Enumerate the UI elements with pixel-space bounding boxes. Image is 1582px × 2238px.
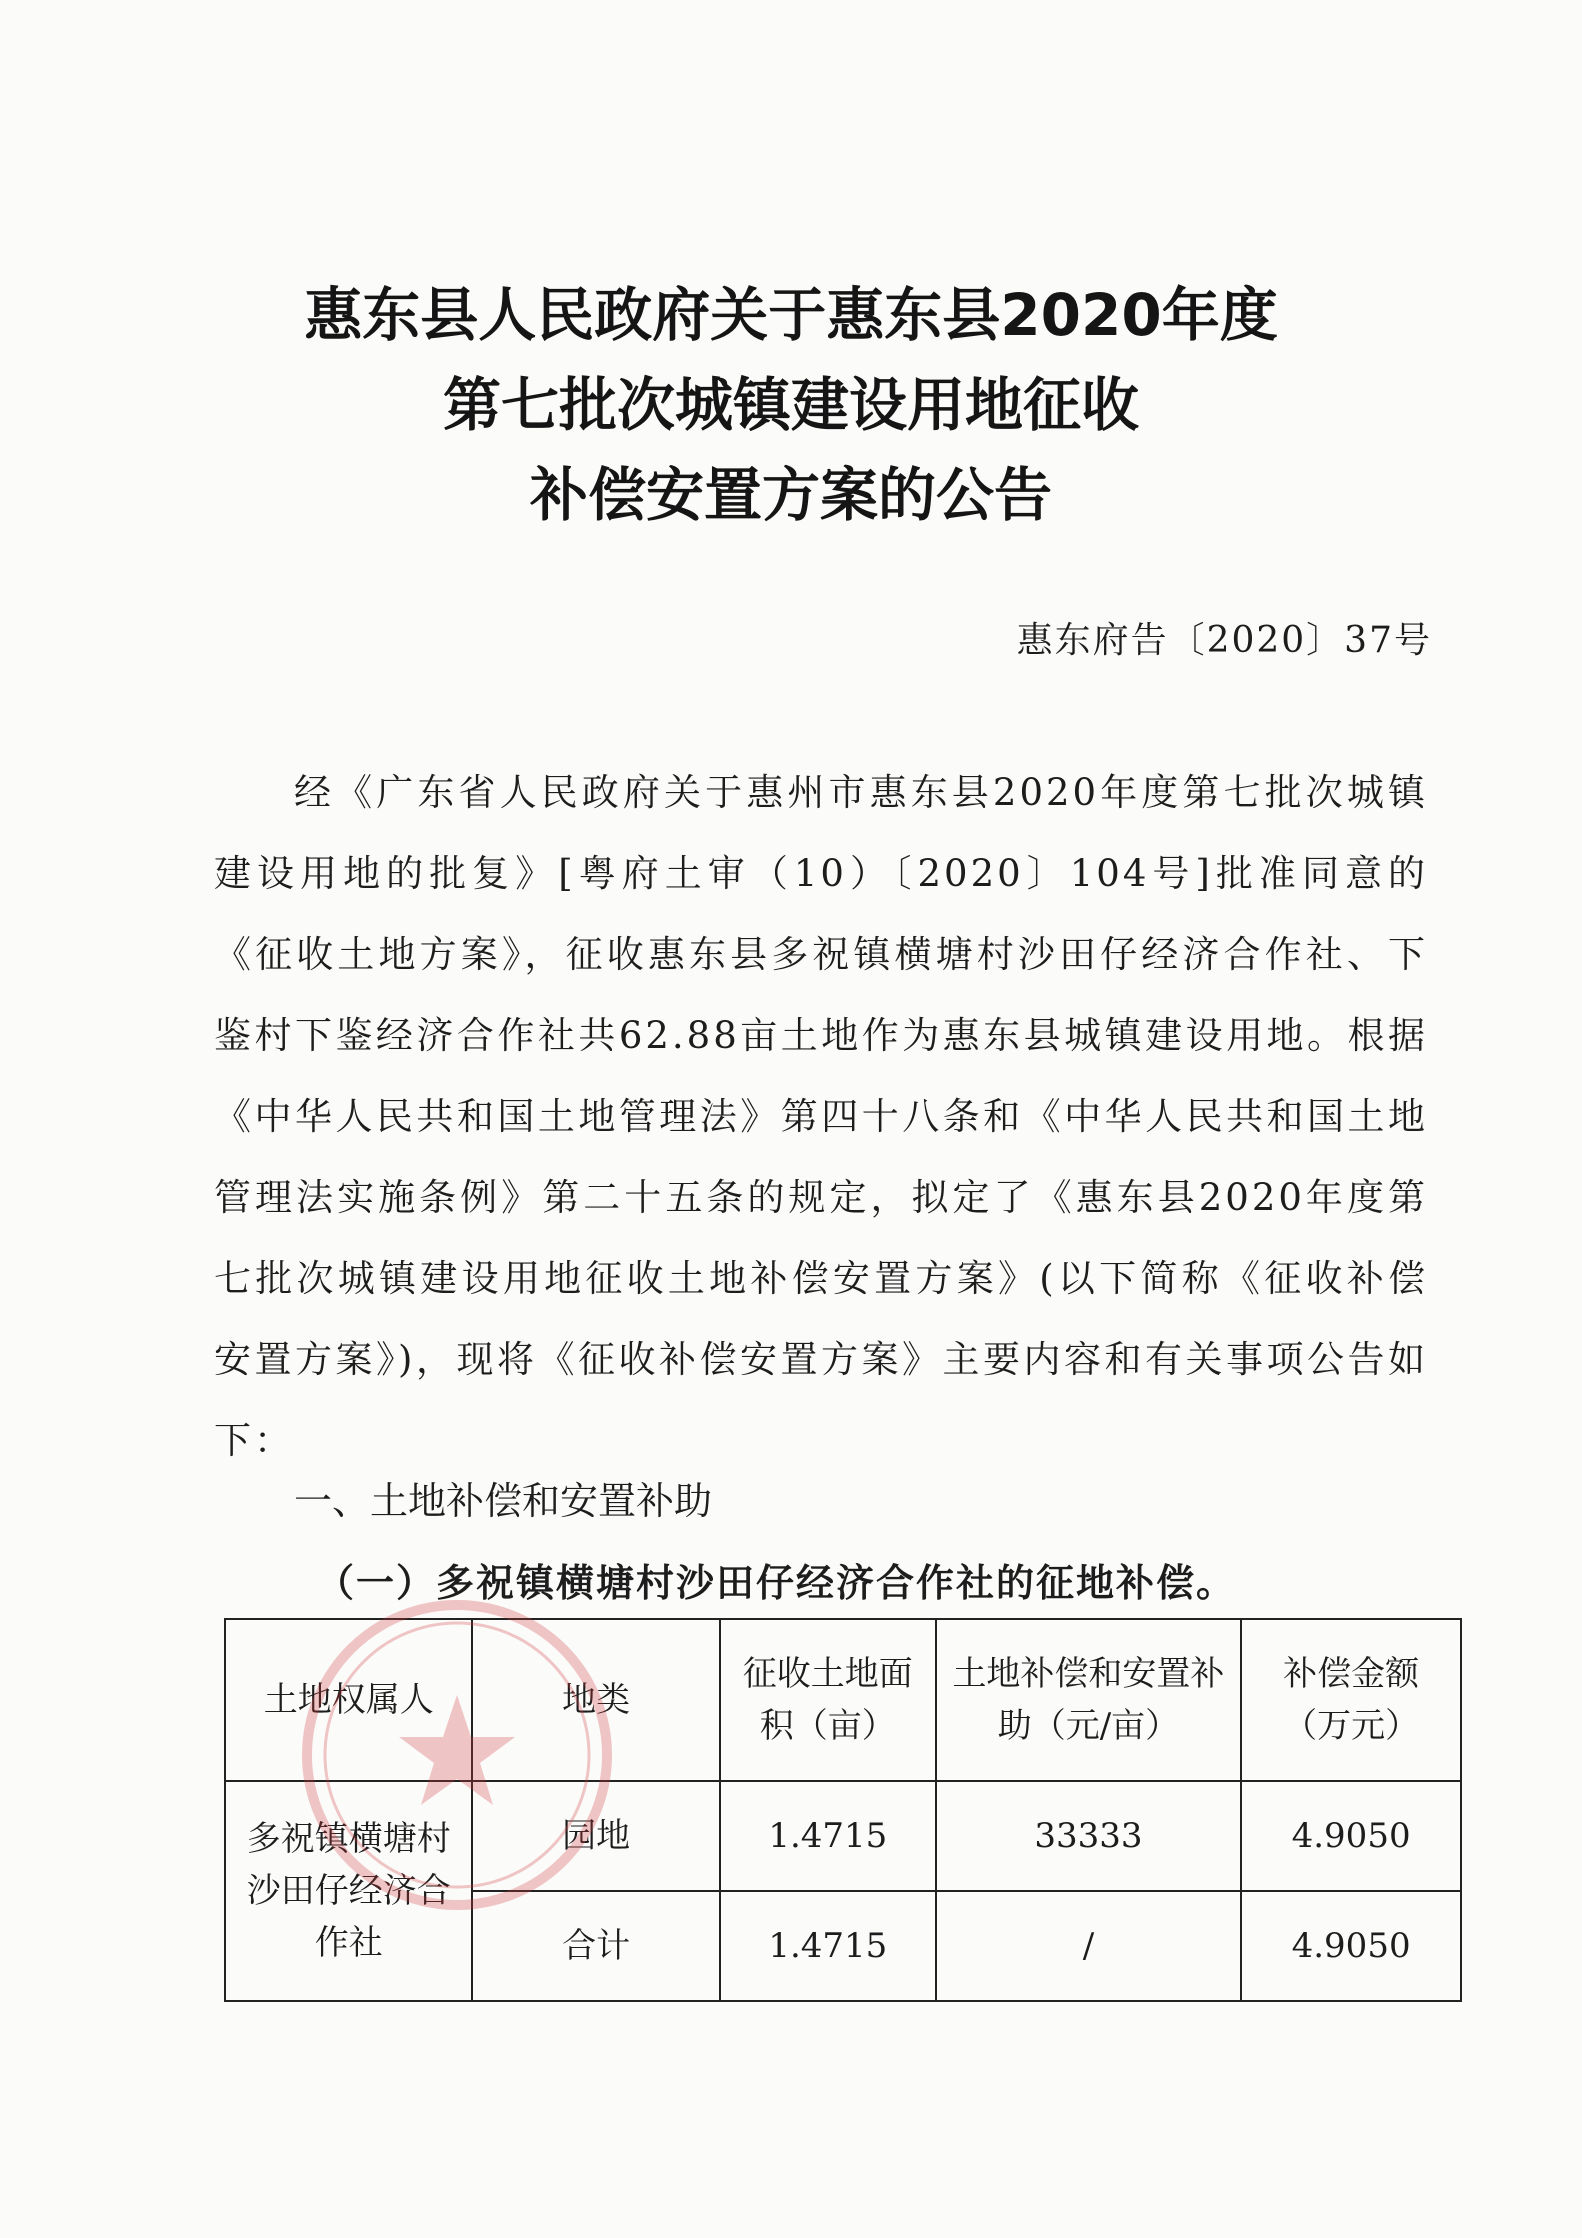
document-number: 惠东府告〔2020〕37号 — [1016, 620, 1432, 661]
rate-cell: / — [936, 1891, 1242, 2001]
title-line-1: 惠东县人民政府关于惠东县2020年度 — [304, 281, 1278, 349]
title-line-2: 第七批次城镇建设用地征收 — [442, 371, 1139, 439]
title-line-3: 补偿安置方案的公告 — [529, 461, 1052, 529]
area-cell: 1.4715 — [720, 1891, 936, 2001]
area-cell: 1.4715 — [720, 1781, 936, 1891]
amount-cell: 4.9050 — [1241, 1891, 1461, 2001]
document-title — [0, 270, 1582, 540]
land-type-cell: 合计 — [472, 1891, 719, 2001]
owner-cell: 多祝镇横塘村沙田仔经济合作社 — [225, 1781, 472, 2001]
header-area: 征收土地面积（亩） — [720, 1619, 936, 1781]
subsection-heading: （一）多祝镇横塘村沙田仔经济合作社的征地补偿。 — [316, 1560, 1237, 1605]
compensation-table — [224, 1618, 1462, 2002]
table-row — [225, 1781, 1461, 1891]
rate-cell: 33333 — [936, 1781, 1242, 1891]
body-paragraph: 经《广东省人民政府关于惠州市惠东县2020年度第七批次城镇建设用地的批复》[粤府土审（10）〔2020〕104号]批准同意的《征收土地方案》，征收惠东县多祝镇横塘村沙田仔经济合作社、下鉴村下鉴经济合作社共62.88亩土地作为惠东县城镇建设用地。根据《中华人民共和国土地管理法》第四十八条和《中华人民共和国土地管理法实施条例》第二十五条的规定，拟定了《惠东县2020年度第七批次城镇建设用地征收土地补偿安置方案》(以下简称《征收补偿安置方案》)，现将《征收补偿安置方案》主要内容和有关事项公告如下： — [214, 771, 1428, 1462]
section-heading: 一、土地补偿和安置补助 — [294, 1479, 713, 1523]
header-rate: 土地补偿和安置补助（元/亩） — [936, 1619, 1242, 1781]
header-owner: 土地权属人 — [225, 1619, 472, 1781]
amount-cell: 4.9050 — [1241, 1781, 1461, 1891]
header-land-type: 地类 — [472, 1619, 719, 1781]
table-header-row — [225, 1619, 1461, 1781]
header-amount: 补偿金额（万元） — [1241, 1619, 1461, 1781]
land-type-cell: 园地 — [472, 1781, 719, 1891]
